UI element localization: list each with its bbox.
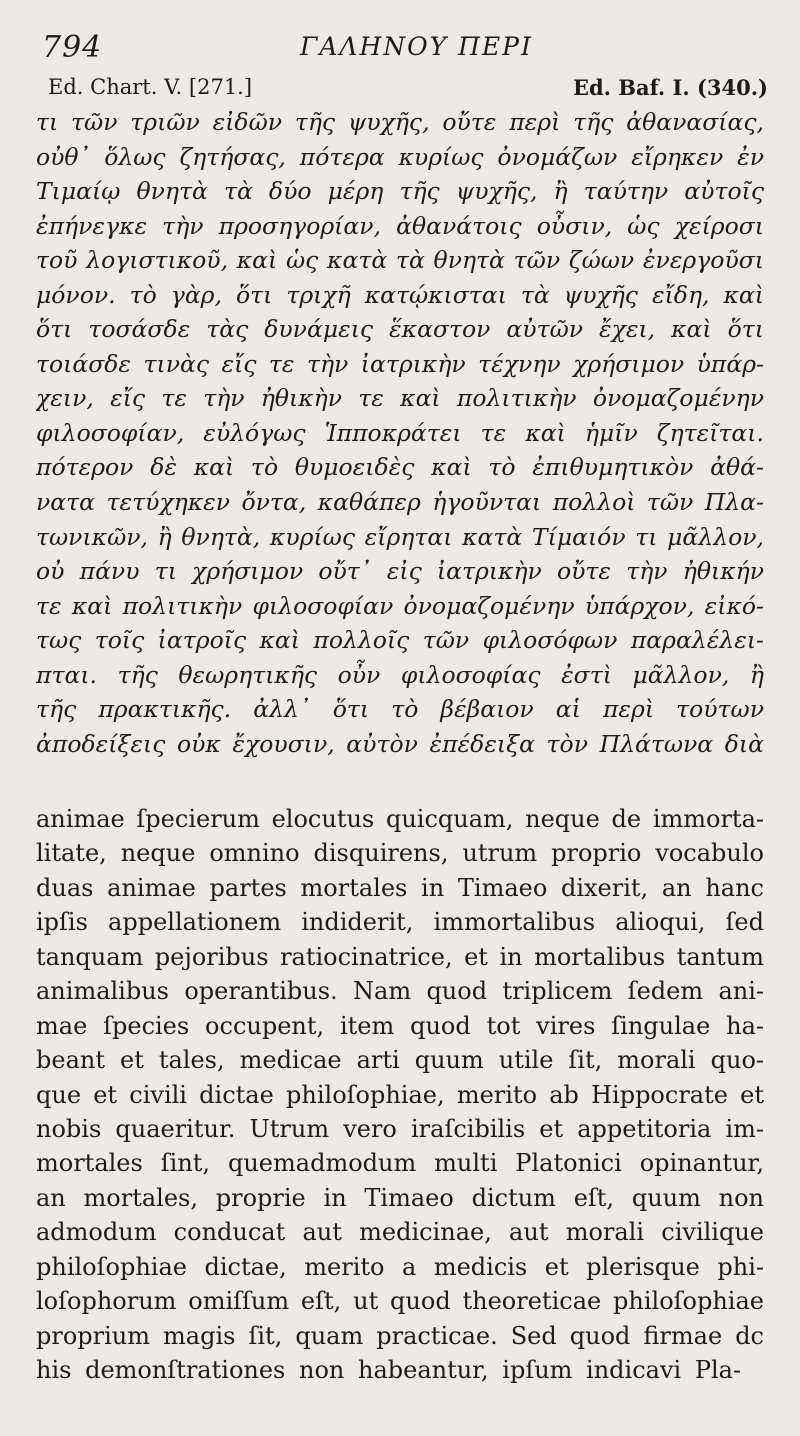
greek-text-line: τοῦ λογιστικοῦ, καὶ ὡς κατὰ τὰ θνητὰ τῶν ζώων ἐνεργοῦσι [36,246,764,275]
latin-text-line: animalibus operantibus. Nam quod triplicem ſedem ani- [36,977,764,1006]
greek-text-line: τι τῶν τριῶν εἰδῶν τῆς ψυχῆς, οὔτε περὶ τῆς ἀθανασίας, [36,108,764,136]
greek-text-line: νατα τετύχηκεν ὄντα, καθάπερ ἡγοῦνται πολλοὶ τῶν Πλα- [36,488,764,517]
latin-text-line: his demonſtrationes non habeantur, ipſum indicavi Pla- [36,1356,742,1384]
greek-text-line: τε καὶ πολιτικὴν φιλοσοφίαν ὀνομαζομένην ὑπάρχον, εἰκό- [36,591,764,620]
greek-text-line: τωνικῶν, ἢ θνητὰ, κυρίως εἴρηται κατὰ Τίμαιόν τι μᾶλλον, [36,522,764,551]
greek-text-line: οὐ πάνυ τι χρήσιμον οὔτ᾽ εἰς ἰατρικὴν οὔτε τὴν ἠθικήν [36,557,764,586]
latin-text-line: mae ſpecies occupent, item quod tot vires ſingulae ha- [36,1011,764,1040]
greek-text-line: μόνον. τὸ γὰρ, ὅτι τριχῆ κατῴκισται τὰ ψυχῆς εἴδη, καὶ [36,280,764,309]
greek-text-line: τῆς πρακτικῆς. ἀλλ᾽ ὅτι τὸ βέβαιον αἱ περὶ τούτων [36,695,764,724]
latin-text-line: duas animae partes mortales in Timaeo dixerit, an hanc [36,873,764,902]
latin-text-line: animae ſpecierum elocutus quicquam, neque de immorta- [36,805,764,833]
latin-text-line: proprium magis ſit, quam practicae. Sed quod firmae dc [36,1321,764,1350]
latin-text-line: an mortales, proprie in Timaeo dictum eſt, quum non [36,1183,764,1212]
edition-basel: Ed. Baf. I. (340.) [572,75,768,100]
greek-text-line: Τιμαίῳ θνητὰ τὰ δύο μέρη τῆς ψυχῆς, ἢ ταύτην αὐτοῖς [36,177,764,206]
greek-text-line: τως τοῖς ἰατροῖς καὶ πολλοῖς τῶν φιλοσόφων παραλέλει- [36,626,764,655]
latin-text-line: ipſis appellationem indiderit, immortalibus alioqui, ſed [36,908,764,937]
greek-text-line: οὐθ᾽ ὅλως ζητήσας, πότερα κυρίως ὀνομάζων εἴρηκεν ἐν [36,142,764,171]
greek-text-line: φιλοσοφίαν, εὐλόγως Ἱπποκράτει τε καὶ ἡμῖν ζητεῖται. [36,418,764,447]
latin-text-line: beant et tales, medicae arti quum utile ſit, morali quo- [36,1046,764,1075]
latin-text-line: mortales ſint, quemadmodum multi Platonici opinantur, [36,1149,764,1178]
greek-text-line: ἐπήνεγκε τὴν προσηγορίαν, ἀθανάτοις οὖσιν, ὡς χείροσι [36,211,764,240]
latin-text-line: admodum conducat aut medicinae, aut morali civilique [36,1218,764,1247]
greek-text-line: πότερον δὲ καὶ τὸ θυμοειδὲς καὶ τὸ ἐπιθυμητικὸν ἀθά- [36,453,764,482]
greek-text-line: ὅτι τοσάσδε τὰς δυνάμεις ἕκαστον αὐτῶν ἔχει, καὶ ὅτι [36,315,764,344]
latin-text-line: que et civili dictae philoſophiae, merito ab Hippocrate et [36,1080,764,1109]
edition-reference-line [48,75,768,103]
edition-chartier: Ed. Chart. V. [271.] [48,75,253,99]
latin-text-block [36,802,764,1387]
running-title: ΓΑΛΗΝΟΥ ΠΕΡΙ [300,32,533,61]
page-number: 794 [42,30,103,65]
latin-text-line: loſophorum omiſſum eſt, ut quod theoreticae philoſophiae [36,1287,764,1316]
greek-text-line: πται. τῆς θεωρητικῆς οὖν φιλοσοφίας ἐστὶ μᾶλλον, ἢ [36,660,764,689]
page-header [0,24,800,64]
latin-text-line: philoſophiae dictae, merito a medicis et plerisque phi- [36,1252,764,1281]
greek-text-line: χειν, εἴς τε τὴν ἠθικὴν τε καὶ πολιτικὴν ὀνομαζομένην [36,384,764,413]
greek-text-block [36,105,764,761]
greek-text-line: ἀποδείξεις οὐκ ἔχουσιν, αὐτὸν ἐπέδειξα τὸν Πλάτωνα διὰ [36,729,764,758]
greek-text-line: τοιάσδε τινὰς εἴς τε τὴν ἰατρικὴν τέχνην χρήσιμον ὑπάρ- [36,349,764,378]
latin-text-line: tanquam pejoribus ratiocinatrice, et in mortalibus tantum [36,942,764,971]
latin-text-line: litate, neque omnino disquirens, utrum proprio vocabulo [36,839,764,868]
latin-text-line: nobis quaeritur. Utrum vero iraſcibilis et appetitoria im- [36,1114,764,1143]
